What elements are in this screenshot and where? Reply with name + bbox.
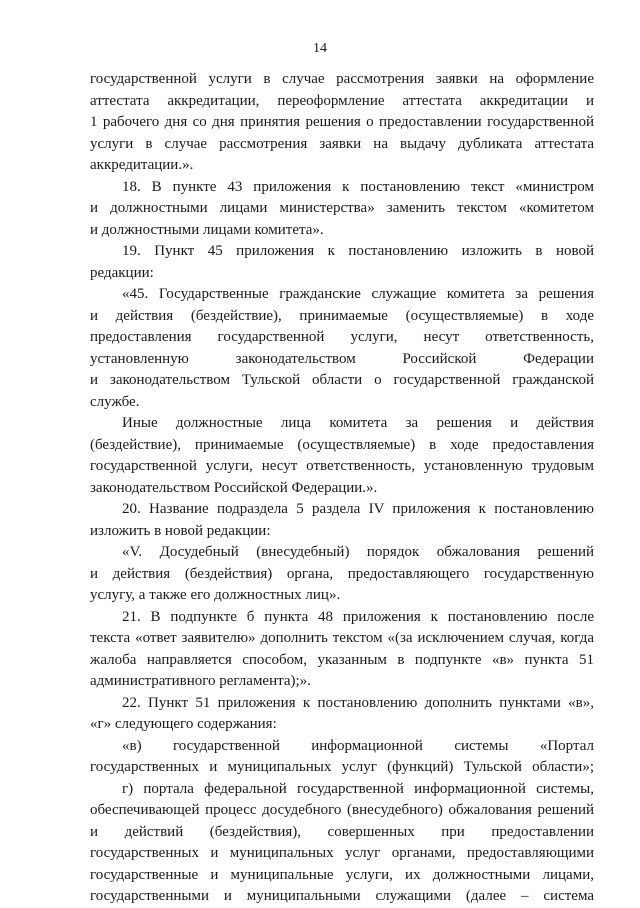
text-line: законодательством Российской Федерации.». bbox=[90, 479, 378, 496]
text-line: Иные должностные лица комитета за решения и действия bbox=[122, 415, 594, 431]
text-line: и законодательством Тульской области о государственной гражданской bbox=[90, 372, 594, 388]
text-line: 19. Пункт 45 приложения к постановлению изложить в новой bbox=[122, 243, 594, 259]
text-line: 21. В подпункте б пункта 48 приложения к постановлению после bbox=[122, 608, 594, 625]
text-line: 18. В пункте 43 приложения к постановлению текст «министром bbox=[122, 178, 594, 195]
text-line: аттестата аккредитации, переоформление аттестата аккредитации и bbox=[90, 92, 594, 109]
text-line: «45. Государственные гражданские служащие комитета за решения bbox=[122, 286, 594, 302]
text-line: жалоба направляется способом, указанным в подпункте «в» пункта 51 bbox=[90, 651, 594, 668]
text-line: текста «ответ заявителю» дополнить текстом «(за исключением случая, когда bbox=[90, 630, 594, 646]
text-line: 1 рабочего дня со дня принятия решения о предоставлении государственной bbox=[90, 114, 594, 130]
document-body bbox=[90, 69, 594, 908]
text-line: изложить в новой редакции: bbox=[90, 522, 271, 539]
text-line: 20. Название подраздела 5 раздела IV приложения к постановлению bbox=[122, 501, 594, 517]
text-line: государственной услуги в случае рассмотрения заявки на оформление bbox=[90, 71, 594, 87]
text-line: 22. Пункт 51 приложения к постановлению дополнить пунктами «в», bbox=[122, 694, 594, 711]
text-line: «г» следующего содержания: bbox=[90, 716, 277, 732]
text-line: и действия (бездействия) органа, предоставляющего государственную bbox=[90, 565, 594, 582]
text-line: услуги в случае рассмотрения заявки на выдачу дубликата аттестата bbox=[90, 135, 594, 152]
text-line: государственных и муниципальных услуг органами, предоставляющими bbox=[90, 845, 594, 861]
text-line: и должностными лицами комитета». bbox=[90, 221, 324, 238]
text-line: «V. Досудебный (внесудебный) порядок обжалования решений bbox=[122, 544, 594, 560]
text-line: редакции: bbox=[90, 264, 154, 281]
text-line: административного регламента);». bbox=[90, 673, 311, 689]
text-line: услугу, а также его должностных лиц». bbox=[90, 587, 341, 603]
text-line: г) портала федеральной государственной информационной системы, bbox=[122, 780, 594, 797]
text-line: государственными и муниципальными служащими (далее – система bbox=[90, 888, 594, 904]
text-line: обеспечивающей процесс досудебного (внесудебного) обжалования решений bbox=[90, 802, 594, 818]
text-line: и должностными лицами министерства» заменить текстом «комитетом bbox=[90, 200, 594, 216]
text-line: государственных и муниципальных услуг (функций) Тульской области»; bbox=[90, 759, 594, 775]
text-line: установленную законодательством Российской Федерации bbox=[90, 350, 594, 367]
text-line: «в) государственной информационной системы «Портал bbox=[122, 737, 594, 754]
text-line: и действий (бездействия), совершенных при предоставлении bbox=[90, 823, 594, 840]
text-line: предоставления государственной услуги, несут ответственность, bbox=[90, 329, 594, 345]
page-number: 14 bbox=[313, 41, 327, 56]
text-line: аккредитации.». bbox=[90, 157, 194, 173]
text-line: (бездействие), принимаемые (осуществляемые) в ходе предоставления bbox=[90, 436, 594, 453]
text-line: и действия (бездействие), принимаемые (осуществляемые) в ходе bbox=[90, 307, 594, 324]
text-line: государственной услуги, несут ответственность, установленную трудовым bbox=[90, 458, 594, 474]
text-line: службе. bbox=[90, 393, 140, 410]
text-line: государственные и муниципальные услуги, их должностными лицами, bbox=[90, 866, 594, 883]
